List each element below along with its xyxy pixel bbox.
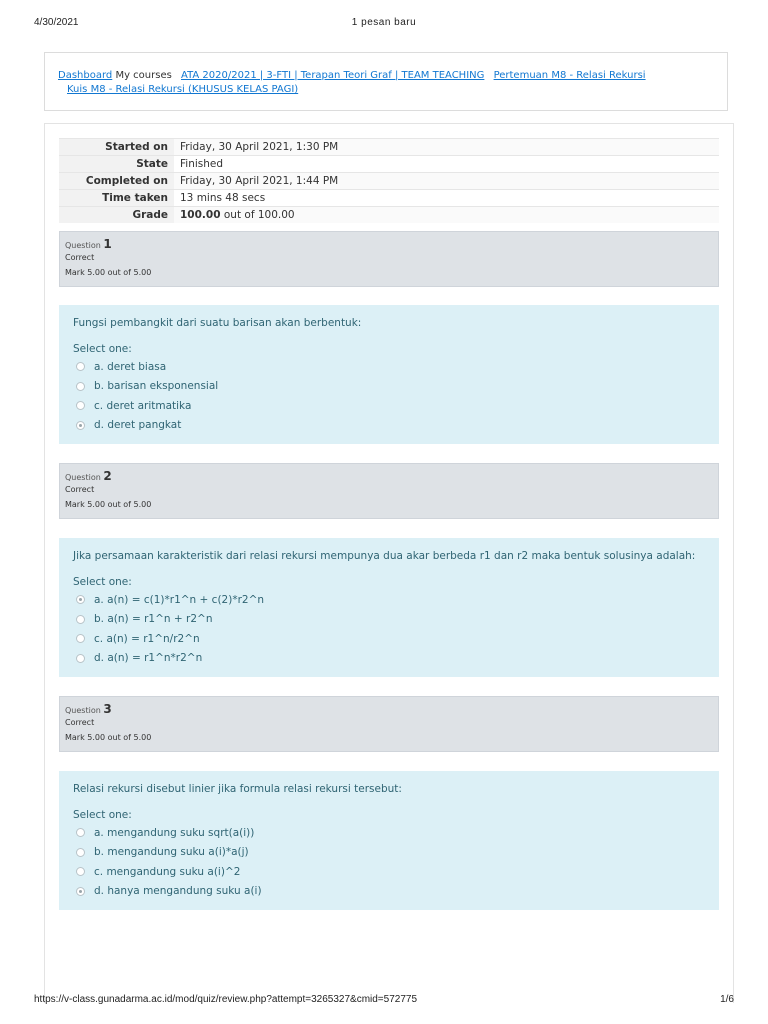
question-state: Correct [65, 718, 95, 727]
question-number-value: 1 [103, 237, 112, 251]
option-label: b. a(n) = r1^n + r2^n [94, 613, 213, 626]
question-number [65, 237, 713, 251]
option-label: b. mengandung suku a(i)*a(j) [94, 846, 249, 859]
state-label: State [59, 156, 174, 173]
question-label: Question [65, 241, 101, 250]
radio-button[interactable] [76, 382, 85, 391]
question-mark: Mark 5.00 out of 5.00 [65, 268, 152, 277]
answer-option-a[interactable] [73, 823, 705, 843]
question-label: Question [65, 706, 101, 715]
radio-button[interactable] [76, 615, 85, 624]
question-info-1 [59, 231, 719, 287]
summary-row-time [59, 190, 719, 207]
summary-row-completed [59, 173, 719, 190]
attempt-summary-table [59, 138, 719, 223]
question-content-3 [59, 771, 719, 910]
grade-label: Grade [59, 207, 174, 224]
radio-button[interactable] [76, 654, 85, 663]
question-content-2 [59, 538, 719, 677]
summary-row-started [59, 139, 719, 156]
select-one-prompt: Select one: [73, 343, 132, 355]
grade-out-of: out of 100.00 [223, 209, 295, 221]
print-date: 4/30/2021 [34, 17, 79, 28]
question-info-3 [59, 696, 719, 752]
answer-option-c[interactable] [73, 629, 705, 649]
answer-option-d[interactable] [73, 416, 705, 436]
answer-options [73, 823, 705, 901]
answer-option-c[interactable] [73, 862, 705, 882]
question-mark: Mark 5.00 out of 5.00 [65, 500, 152, 509]
time-taken-value: 13 mins 48 secs [174, 190, 719, 207]
radio-button[interactable] [76, 634, 85, 643]
question-label: Question [65, 473, 101, 482]
answer-option-a[interactable] [73, 590, 705, 610]
print-url: https://v-class.gunadarma.ac.id/mod/quiz/review.php?attempt=3265327&cmid=572775 [34, 994, 418, 1005]
breadcrumb-meeting-link[interactable]: Pertemuan M8 - Relasi Rekursi [493, 70, 646, 81]
question-state: Correct [65, 485, 95, 494]
question-mark: Mark 5.00 out of 5.00 [65, 733, 152, 742]
answer-options [73, 357, 705, 435]
radio-button-selected[interactable] [76, 421, 85, 430]
answer-option-b[interactable] [73, 843, 705, 863]
radio-button[interactable] [76, 828, 85, 837]
quiz-review-region [44, 123, 734, 1003]
radio-button[interactable] [76, 848, 85, 857]
print-header [0, 17, 768, 31]
question-info-2 [59, 463, 719, 519]
question-number [65, 702, 713, 716]
option-label: b. barisan eksponensial [94, 380, 219, 393]
option-label: c. mengandung suku a(i)^2 [94, 865, 241, 878]
select-one-prompt: Select one: [73, 809, 132, 821]
breadcrumb-dashboard-link[interactable]: Dashboard [58, 70, 113, 81]
print-footer [0, 994, 768, 1008]
print-title: 1 pesan baru [351, 17, 417, 28]
question-content-1 [59, 305, 719, 444]
radio-button-selected[interactable] [76, 887, 85, 896]
option-label: a. mengandung suku sqrt(a(i)) [94, 826, 255, 839]
radio-button[interactable] [76, 362, 85, 371]
option-label: d. hanya mengandung suku a(i) [94, 885, 262, 898]
question-number-value: 2 [103, 469, 112, 483]
question-number [65, 469, 713, 483]
answer-option-d[interactable] [73, 649, 705, 669]
started-label: Started on [59, 139, 174, 156]
answer-option-d[interactable] [73, 882, 705, 902]
completed-value: Friday, 30 April 2021, 1:44 PM [174, 173, 719, 190]
summary-row-grade [59, 207, 719, 224]
option-label: c. a(n) = r1^n/r2^n [94, 632, 200, 645]
radio-button[interactable] [76, 401, 85, 410]
select-one-prompt: Select one: [73, 576, 132, 588]
question-number-value: 3 [103, 702, 112, 716]
print-page-number: 1/6 [720, 994, 734, 1005]
breadcrumb-quiz-link[interactable]: Kuis M8 - Relasi Rekursi (KHUSUS KELAS PAGI) [67, 84, 299, 95]
time-taken-label: Time taken [59, 190, 174, 207]
option-label: d. deret pangkat [94, 419, 182, 432]
breadcrumb-my-courses[interactable]: My courses [115, 70, 172, 81]
radio-button-selected[interactable] [76, 595, 85, 604]
started-value: Friday, 30 April 2021, 1:30 PM [174, 139, 719, 156]
option-label: d. a(n) = r1^n*r2^n [94, 652, 203, 665]
question-state: Correct [65, 253, 95, 262]
option-label: c. deret aritmatika [94, 399, 192, 412]
state-value: Finished [174, 156, 719, 173]
question-text: Jika persamaan karakteristik dari relasi rekursi mempunya dua akar berbeda r1 dan r2 maka bentuk solusinya adalah: [73, 550, 696, 562]
answer-option-a[interactable] [73, 357, 705, 377]
completed-label: Completed on [59, 173, 174, 190]
breadcrumb-course-link[interactable]: ATA 2020/2021 | 3-FTI | Terapan Teori Graf | TEAM TEACHING [181, 70, 485, 81]
answer-option-b[interactable] [73, 610, 705, 630]
breadcrumb [44, 52, 728, 111]
grade-value [174, 207, 719, 224]
answer-options [73, 590, 705, 668]
summary-row-state [59, 156, 719, 173]
option-label: a. a(n) = c(1)*r1^n + c(2)*r2^n [94, 593, 265, 606]
answer-option-b[interactable] [73, 377, 705, 397]
question-text: Relasi rekursi disebut linier jika formula relasi rekursi tersebut: [73, 783, 402, 795]
option-label: a. deret biasa [94, 360, 167, 373]
answer-option-c[interactable] [73, 396, 705, 416]
radio-button[interactable] [76, 867, 85, 876]
grade-score: 100.00 [180, 209, 221, 221]
question-text: Fungsi pembangkit dari suatu barisan akan berbentuk: [73, 317, 362, 329]
